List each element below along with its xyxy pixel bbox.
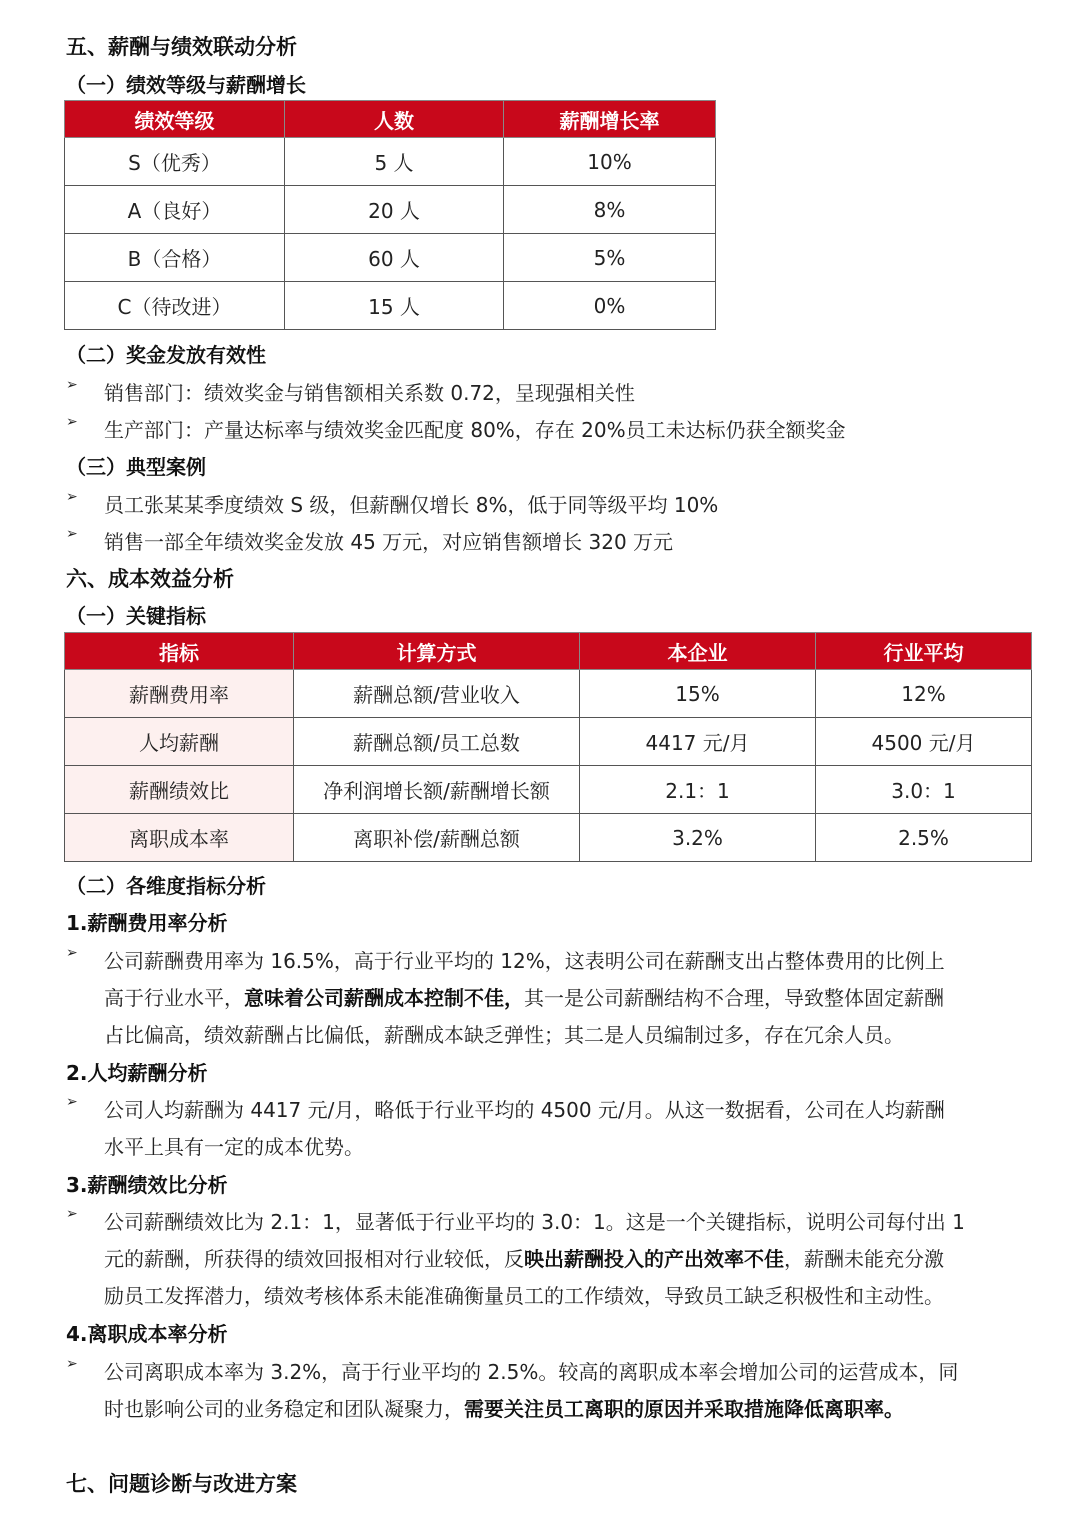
paragraph-line	[104, 1243, 944, 1272]
text-run: 高于行业水平，	[104, 986, 244, 1010]
table-cell: 12%	[816, 670, 1032, 718]
section5-sub3: （三）典型案例	[66, 455, 206, 479]
table-header-cell: 人数	[285, 101, 504, 138]
table-cell: 薪酬总额/员工总数	[294, 718, 580, 766]
arrow-bullet-icon: ➢	[66, 377, 78, 393]
table-row	[65, 234, 716, 282]
table-cell: 薪酬绩效比	[65, 766, 294, 814]
arrow-bullet-icon: ➢	[66, 526, 78, 542]
paragraph-line: 公司离职成本率为 3.2%，高于行业平均的 2.5%。较高的离职成本率会增加公司的运营成本，同	[104, 1360, 959, 1384]
table-cell: 5 人	[285, 138, 504, 186]
table-cell: 离职补偿/薪酬总额	[294, 814, 580, 862]
table-cell: 2.5%	[816, 814, 1032, 862]
table-cell: 薪酬费用率	[65, 670, 294, 718]
analysis4-title: 4.离职成本率分析	[66, 1322, 228, 1346]
table-cell: 5%	[504, 234, 716, 282]
cost-benefit-table	[64, 632, 1032, 862]
text-run: 其一是公司薪酬结构不合理，导致整体固定薪酬	[524, 986, 944, 1010]
arrow-bullet-icon: ➢	[66, 414, 78, 430]
table-cell: 15%	[580, 670, 816, 718]
emphasis-text: 需要关注员工离职的原因并采取措施降低离职率。	[464, 1397, 904, 1421]
analysis3-title: 3.薪酬绩效比分析	[66, 1173, 228, 1197]
table-cell: C（待改进）	[65, 282, 285, 330]
table-cell: 60 人	[285, 234, 504, 282]
table-row	[65, 138, 716, 186]
emphasis-text: 映出薪酬投入的产出效率不佳	[524, 1247, 784, 1271]
table-cell: 离职成本率	[65, 814, 294, 862]
list-item-text: 员工张某某季度绩效 S 级，但薪酬仅增长 8%，低于同等级平均 10%	[104, 493, 719, 517]
table-row	[65, 670, 1032, 718]
list-item-text: 生产部门：产量达标率与绩效奖金匹配度 80%，存在 20%员工未达标仍获全额奖金	[104, 418, 846, 442]
table-row	[65, 186, 716, 234]
section6-sub1: （一）关键指标	[66, 604, 206, 628]
table-cell: 3.0：1	[816, 766, 1032, 814]
table-header-cell: 薪酬增长率	[504, 101, 716, 138]
table-header-cell: 指标	[65, 633, 294, 670]
table-cell: 人均薪酬	[65, 718, 294, 766]
paragraph-line: 公司人均薪酬为 4417 元/月，略低于行业平均的 4500 元/月。从这一数据看，公司在人均薪酬	[104, 1098, 945, 1122]
list-item-text: 销售一部全年绩效奖金发放 45 万元，对应销售额增长 320 万元	[104, 530, 674, 554]
arrow-bullet-icon: ➢	[66, 489, 78, 505]
section5-title: 五、薪酬与绩效联动分析	[66, 35, 297, 59]
paragraph-line	[104, 1393, 904, 1422]
table-cell: 4500 元/月	[816, 718, 1032, 766]
performance-salary-table	[64, 100, 716, 330]
table-cell: 薪酬总额/营业收入	[294, 670, 580, 718]
text-run: ，薪酬未能充分激	[784, 1247, 944, 1271]
arrow-bullet-icon: ➢	[66, 945, 78, 961]
table-cell: 2.1：1	[580, 766, 816, 814]
table-row	[65, 718, 1032, 766]
section6-sub2: （二）各维度指标分析	[66, 874, 266, 898]
table-cell: S（优秀）	[65, 138, 285, 186]
table-cell: 3.2%	[580, 814, 816, 862]
table-cell: 20 人	[285, 186, 504, 234]
table-cell: 4417 元/月	[580, 718, 816, 766]
table-cell: 8%	[504, 186, 716, 234]
emphasis-text: 意味着公司薪酬成本控制不佳，	[244, 986, 524, 1010]
table-cell: 0%	[504, 282, 716, 330]
section7-title: 七、问题诊断与改进方案	[66, 1472, 297, 1496]
paragraph-line: 公司薪酬费用率为 16.5%，高于行业平均的 12%，这表明公司在薪酬支出占整体费用的比例上	[104, 949, 945, 973]
table-cell: B（合格）	[65, 234, 285, 282]
paragraph-line	[104, 982, 944, 1011]
table-cell: A（良好）	[65, 186, 285, 234]
table-header-row	[65, 633, 1032, 670]
table-row	[65, 766, 1032, 814]
paragraph-line: 水平上具有一定的成本优势。	[104, 1135, 364, 1159]
table-header-cell: 绩效等级	[65, 101, 285, 138]
table-header-cell: 行业平均	[816, 633, 1032, 670]
table-header-row	[65, 101, 716, 138]
table-header-cell: 计算方式	[294, 633, 580, 670]
arrow-bullet-icon: ➢	[66, 1356, 78, 1372]
section6-title: 六、成本效益分析	[66, 567, 234, 591]
section5-sub1: （一）绩效等级与薪酬增长	[66, 73, 306, 97]
arrow-bullet-icon: ➢	[66, 1094, 78, 1110]
table-cell: 10%	[504, 138, 716, 186]
analysis2-title: 2.人均薪酬分析	[66, 1061, 208, 1085]
table-cell: 15 人	[285, 282, 504, 330]
table-row	[65, 282, 716, 330]
text-run: 时也影响公司的业务稳定和团队凝聚力，	[104, 1397, 464, 1421]
paragraph-line: 励员工发挥潜力，绩效考核体系未能准确衡量员工的工作绩效，导致员工缺乏积极性和主动性。	[104, 1284, 944, 1308]
arrow-bullet-icon: ➢	[66, 1206, 78, 1222]
list-item-text: 销售部门：绩效奖金与销售额相关系数 0.72，呈现强相关性	[104, 381, 635, 405]
table-cell: 净利润增长额/薪酬增长额	[294, 766, 580, 814]
section5-sub2: （二）奖金发放有效性	[66, 343, 266, 367]
table-header-cell: 本企业	[580, 633, 816, 670]
table-row	[65, 814, 1032, 862]
analysis1-title: 1.薪酬费用率分析	[66, 911, 228, 935]
paragraph-line: 占比偏高，绩效薪酬占比偏低，薪酬成本缺乏弹性；其二是人员编制过多，存在冗余人员。	[104, 1023, 904, 1047]
paragraph-line: 公司薪酬绩效比为 2.1：1，显著低于行业平均的 3.0：1。这是一个关键指标，说明公司每付出 1	[104, 1210, 965, 1234]
text-run: 元的薪酬，所获得的绩效回报相对行业较低，反	[104, 1247, 524, 1271]
